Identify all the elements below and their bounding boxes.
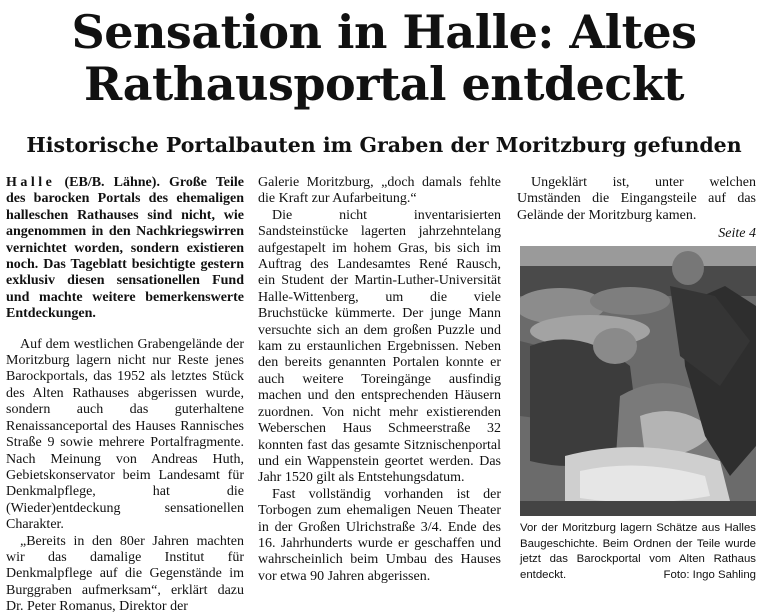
news-photo: [520, 246, 756, 516]
body-paragraph-3: Die nicht inventarisierten Sandsteinstücke lagerten jahrzehntelang aufgestapelt im hohem Gras, bis sich im Auftrag des Landesamtes René Rausch, ein Student der Martin-Luther-Universität Halle-Wittenberg, um die viele Bruchstücke kümmerte. Der junge Mann versuchte sich an dem großen Puzzle und kam zu erstaunlichen Ergebnissen. Neben den bereits genannten Portalen konnte er auch weitere Toreingänge ausfindig machen und den entsprechenden Häusern zuordnen. Von nicht mehr existierenden Weberschen Haus Schmeerstraße 32 konnten fast das gesamte Sitznischenportal und ein Wappenstein geortet werden. Das Jahr 1520 gilt als Entstehungsdatum.: [258, 207, 501, 486]
article-column-3: [517, 175, 756, 243]
page-reference: Seite 4: [718, 226, 756, 242]
headline-line-2: Rathausportal entdeckt: [83, 57, 685, 111]
body-paragraph-2-continued: Galerie Moritzburg, „doch damals fehlte die Kraft zur Aufarbeitung.“: [258, 175, 501, 207]
body-paragraph-4: Fast vollständig vorhanden ist der Torbogen zum ehemaligen Neuen Theater in der Großen Ulrichstraße 3/4. Ende des 16. Jahrhunderts wurde er geschaffen und wahrscheinlich beim Umbau des Hauses vor etwa 90 Jahren abgerissen.: [258, 486, 501, 584]
dateline: Halle: [6, 175, 56, 190]
body-paragraph-1: Auf dem westlichen Grabengelände der Moritzburg lagern nicht nur Reste jenes Barockportals, das 1952 als letztes Stück des Alten Rathauses abgerissen wurde, sondern auch das guterhaltene Renaissanceportal des Hauses Rannisches Straße 9 sowie mehrere Portalfragmente. Nach Meinung von Andreas Huth, Gebietskonservator beim Landesamt für Denkmalpflege, hat die (Wieder)entdeckung sensationellen Charakter.: [6, 336, 244, 533]
subheadline: Historische Portalbauten im Graben der Moritzburg gefunden: [26, 133, 742, 157]
article-column-1: [6, 175, 244, 616]
caption-text: Vor der Moritzburg lagern Schätze aus Halles Baugeschichte. Beim Ordnen der Teile wurde jetzt das Barockportal vom Alten Rathaus entdeckt.: [520, 522, 756, 581]
body-paragraph-2: „Bereits in den 80er Jahren machten wir das damalige Institut für Denkmalpflege auf die Gegenstände im Burggraben aufmerksam“, erklärt dazu Dr. Peter Romanus, Direktor der: [6, 533, 244, 615]
article-column-2: [258, 175, 501, 585]
photo-credit: Foto: Ingo Sahling: [663, 568, 756, 581]
lede-paragraph: [6, 175, 244, 323]
body-paragraph-5: Ungeklärt ist, unter welchen Umständen die Eingangsteile auf das Gelände der Moritzburg kamen.: [517, 175, 756, 223]
headline: [0, 6, 768, 110]
photo-illustration: [520, 246, 756, 516]
lede-text: (EB/B. Lähne). Große Teile des barocken Portals des ehemaligen halleschen Rathauses sind nicht, wie angenommen in den Nachkriegswirren vernichtet worden, sondern existieren noch. Das Tageblatt besichtigte gestern exklusiv diesen sensationellen Fund und machte weitere bemerkenswerte Entdeckungen.: [6, 175, 244, 322]
headline-line-1: Sensation in Halle: Altes: [71, 5, 697, 59]
photo-caption: [520, 521, 756, 583]
